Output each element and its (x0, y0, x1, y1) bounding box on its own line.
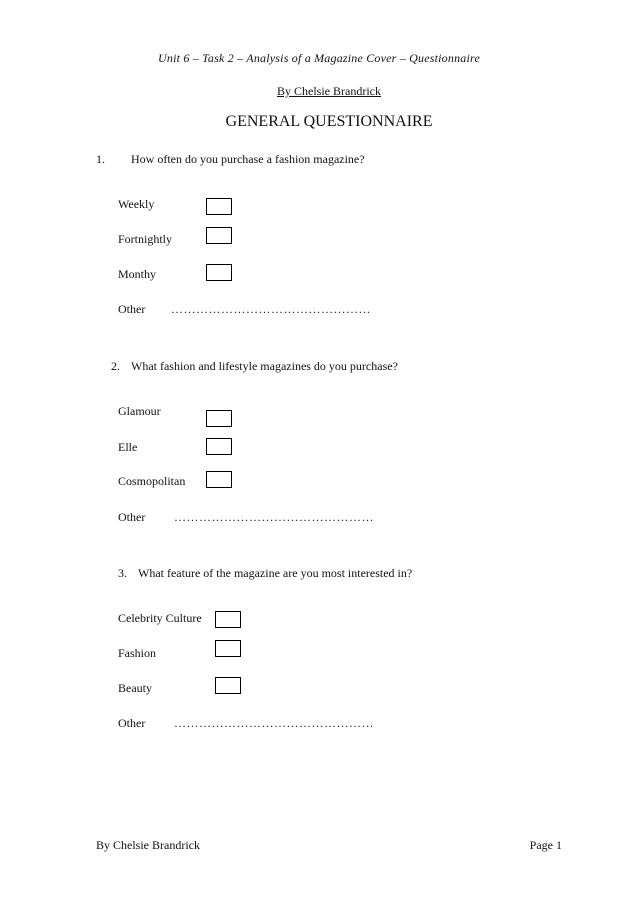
question-3-number: 3. (118, 566, 127, 580)
page-number: Page 1 (529, 838, 562, 852)
option-cosmopolitan-label: Cosmopolitan (118, 474, 186, 488)
question-1-text: How often do you purchase a fashion magazine? (131, 152, 365, 166)
footer-author: By Chelsie Brandrick (96, 838, 200, 852)
question-3-text: What feature of the magazine are you most interested in? (138, 566, 413, 580)
question-2-number: 2. (111, 359, 120, 373)
option-monthy-checkbox[interactable] (206, 264, 232, 281)
document-header: Unit 6 – Task 2 – Analysis of a Magazine Cover – Questionnaire (158, 51, 480, 65)
option-elle-checkbox[interactable] (206, 438, 232, 455)
other-answer-line[interactable]: ………………………………………… (171, 302, 371, 316)
option-other-label: Other (118, 510, 146, 524)
option-glamour-checkbox[interactable] (206, 410, 232, 427)
option-glamour-label: Glamour (118, 404, 161, 418)
option-monthy-label: Monthy (118, 267, 157, 281)
option-weekly-checkbox[interactable] (206, 198, 232, 215)
option-fashion-label: Fashion (118, 646, 157, 660)
option-beauty-label: Beauty (118, 681, 152, 695)
option-cosmopolitan-checkbox[interactable] (206, 471, 232, 488)
option-celebrity-culture-checkbox[interactable] (215, 611, 241, 628)
option-other-label: Other (118, 716, 146, 730)
option-weekly-label: Weekly (118, 197, 155, 211)
question-2-text: What fashion and lifestyle magazines do you purchase? (131, 359, 398, 373)
other-answer-line[interactable]: ………………………………………… (174, 510, 374, 524)
other-answer-line[interactable]: ………………………………………… (174, 716, 374, 730)
option-celebrity-culture-label: Celebrity Culture (118, 611, 202, 625)
byline-text: By Chelsie Brandrick (277, 84, 381, 98)
page-title: GENERAL QUESTIONNAIRE (225, 113, 433, 130)
question-1-number: 1. (96, 152, 105, 166)
option-other-label: Other (118, 302, 146, 316)
option-fortnightly-label: Fortnightly (118, 232, 173, 246)
option-beauty-checkbox[interactable] (215, 677, 241, 694)
option-fortnightly-checkbox[interactable] (206, 227, 232, 244)
option-fashion-checkbox[interactable] (215, 640, 241, 657)
byline (0, 84, 638, 99)
option-elle-label: Elle (118, 440, 138, 454)
